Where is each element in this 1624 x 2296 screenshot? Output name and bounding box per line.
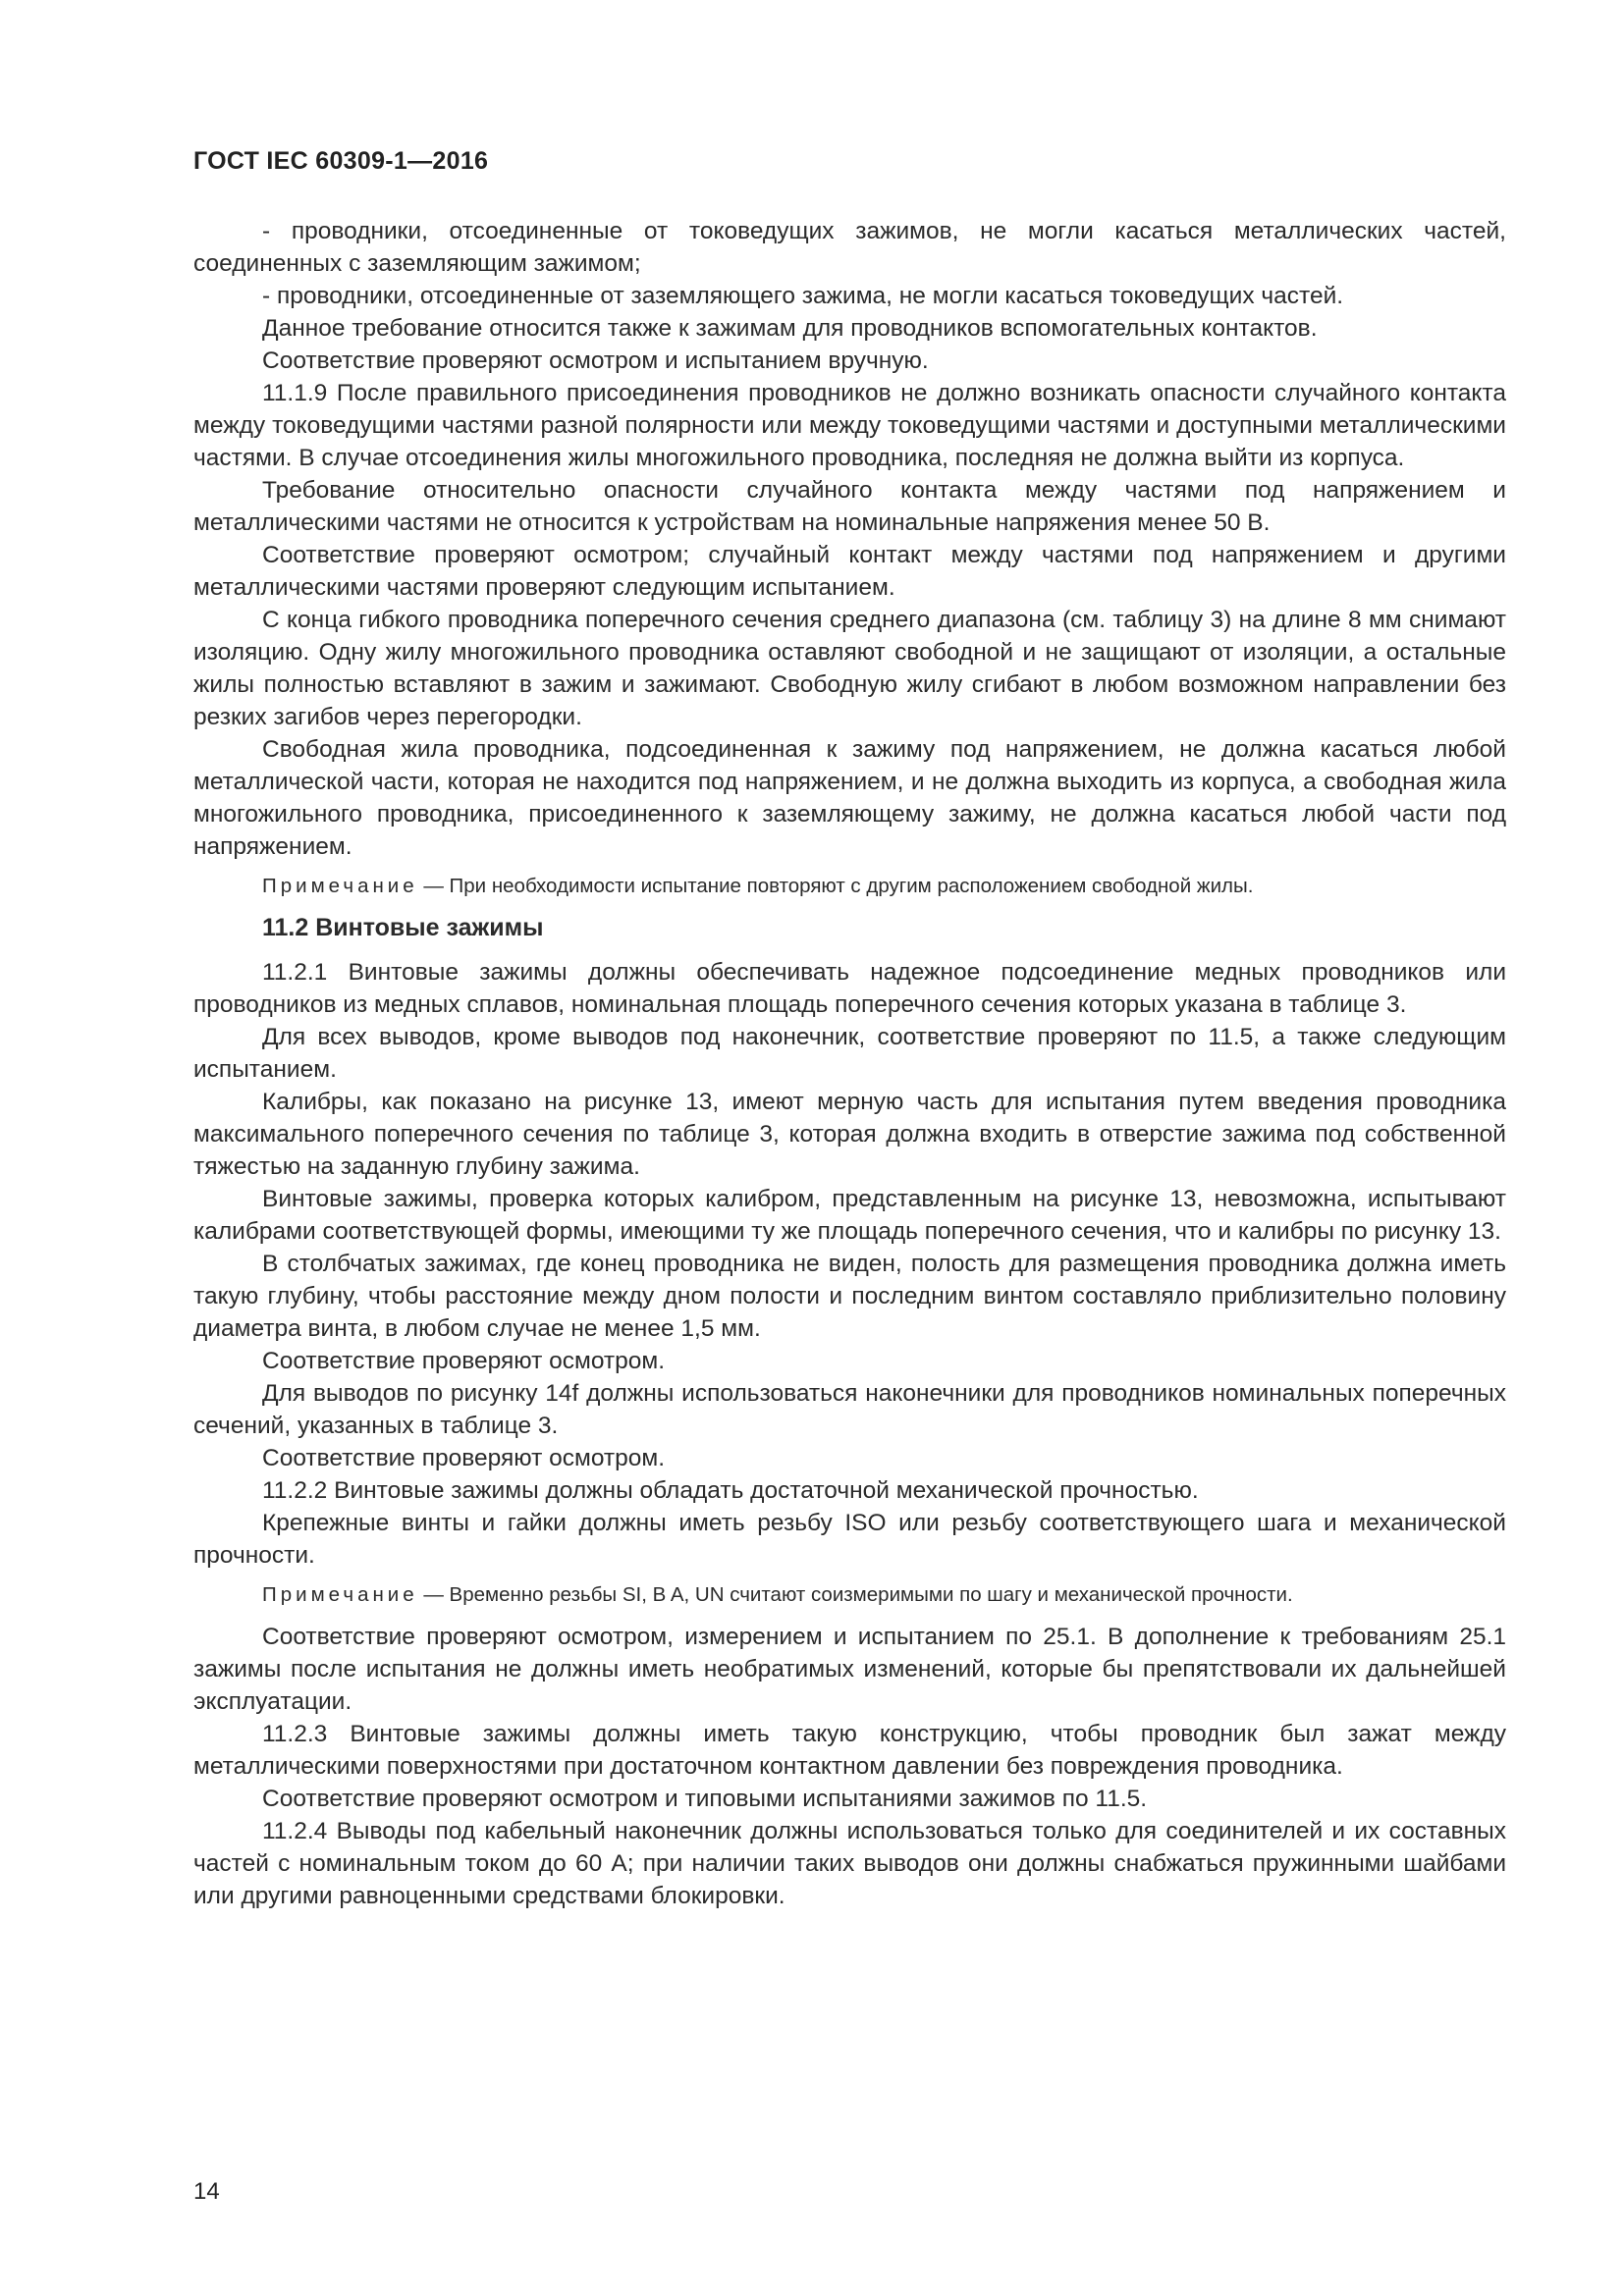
paragraph: Калибры, как показано на рисунке 13, имеют мерную часть для испытания путем введения проводника максимального поперечного сечения по таблице 3, которая должна входить в отверстие зажима под собственной тяжестью на заданную глубину зажима.: [193, 1089, 1506, 1180]
document-page: [193, 147, 1506, 1912]
paragraph: Данное требование относится также к зажимам для проводников вспомогательных контактов.: [262, 315, 1318, 342]
paragraph: - проводники, отсоединенные от заземляющего зажима, не могли касаться токоведущих частей.: [262, 283, 1344, 309]
paragraph: Крепежные винты и гайки должны иметь резьбу ISO или резьбу соответствующего шага и механической прочности.: [193, 1510, 1506, 1569]
paragraph: Винтовые зажимы, проверка которых калибром, представленным на рисунке 13, невозможна, испытывают калибрами соответствующей формы, имеющими ту же площадь поперечного сечения, что и калибры по рисунку 13.: [193, 1186, 1506, 1245]
paragraph: Соответствие проверяют осмотром, измерением и испытанием по 25.1. В дополнение к требованиям 25.1 зажимы после испытания не должны иметь необратимых изменений, которые бы препятствовали их дальнейшей эксплуатации.: [193, 1624, 1506, 1715]
paragraph: Для всех выводов, кроме выводов под наконечник, соответствие проверяют по 11.5, а также следующим испытанием.: [193, 1024, 1506, 1083]
paragraph: - проводники, отсоединенные от токоведущих зажимов, не могли касаться металлических частей, соединенных с заземляющим зажимом;: [193, 218, 1506, 277]
note-text: — Временно резьбы SI, B A, UN считают соизмеримыми по шагу и механической прочности.: [417, 1583, 1293, 1606]
paragraph: Соответствие проверяют осмотром.: [262, 1445, 666, 1471]
paragraph: 11.2.1 Винтовые зажимы должны обеспечивать надежное подсоединение медных проводников или проводников из медных сплавов, номинальная площадь поперечного сечения которых указана в таблице 3.: [193, 959, 1506, 1018]
document-header: ГОСТ IEC 60309-1—2016: [193, 147, 489, 175]
note-label: Примечание: [262, 1583, 418, 1606]
paragraph: 11.2.3 Винтовые зажимы должны иметь такую конструкцию, чтобы проводник был зажат между металлическими поверхностями при достаточном контактном давлении без повреждения проводника.: [193, 1721, 1506, 1780]
note-label: Примечание: [262, 875, 418, 897]
paragraph: Требование относительно опасности случайного контакта между частями под напряжением и металлическими частями не относится к устройствам на номинальные напряжения менее 50 В.: [193, 477, 1506, 536]
paragraph: Соответствие проверяют осмотром и испытанием вручную.: [262, 347, 929, 374]
paragraph: В столбчатых зажимах, где конец проводника не виден, полость для размещения проводника должна иметь такую глубину, чтобы расстояние между дном полости и последним винтом составляло приблизительно половину диаметра винта, в любом случае не менее 1,5 мм.: [193, 1251, 1506, 1342]
document-body: [193, 215, 1506, 1912]
paragraph: Свободная жила проводника, подсоединенная к зажиму под напряжением, не должна касаться любой металлической части, которая не находится под напряжением, и не должна выходить из корпуса, а свободная жила многожильного проводника, присоединенного к заземляющему зажиму, не должна касаться любой части под напряжением.: [193, 736, 1506, 860]
note: [193, 1581, 1506, 1609]
paragraph: С конца гибкого проводника поперечного сечения среднего диапазона (см. таблицу 3) на длине 8 мм снимают изоляцию. Одну жилу многожильного проводника оставляют свободной и не защищают от изоляции, а остальные жилы полностью вставляют в зажим и зажимают. Свободную жилу сгибают в любом возможном направлении без резких загибов через перегородки.: [193, 607, 1506, 730]
paragraph: 11.1.9 После правильного присоединения проводников не должно возникать опасности случайного контакта между токоведущими частями разной полярности или между токоведущими частями и доступными металлическими частями. В случае отсоединения жилы многожильного проводника, последняя не должна выйти из корпуса.: [193, 380, 1506, 471]
note: [193, 873, 1506, 900]
page-number: 14: [193, 2178, 220, 2205]
paragraph: 11.2.4 Выводы под кабельный наконечник должны использоваться только для соединителей и их составных частей с номинальным током до 60 А; при наличии таких выводов они должны снабжаться пружинными шайбами или другими равноценными средствами блокировки.: [193, 1818, 1506, 1909]
note-text: — При необходимости испытание повторяют с другим расположением свободной жилы.: [417, 875, 1254, 897]
paragraph: Соответствие проверяют осмотром и типовыми испытаниями зажимов по 11.5.: [262, 1786, 1148, 1812]
paragraph: Соответствие проверяют осмотром; случайный контакт между частями под напряжением и другими металлическими частями проверяют следующим испытанием.: [193, 542, 1506, 601]
paragraph: Для выводов по рисунку 14f должны использоваться наконечники для проводников номинальных поперечных сечений, указанных в таблице 3.: [193, 1380, 1506, 1439]
paragraph: Соответствие проверяют осмотром.: [262, 1348, 666, 1374]
section-heading: 11.2 Винтовые зажимы: [262, 914, 544, 941]
paragraph: 11.2.2 Винтовые зажимы должны обладать достаточной механической прочностью.: [262, 1477, 1199, 1504]
